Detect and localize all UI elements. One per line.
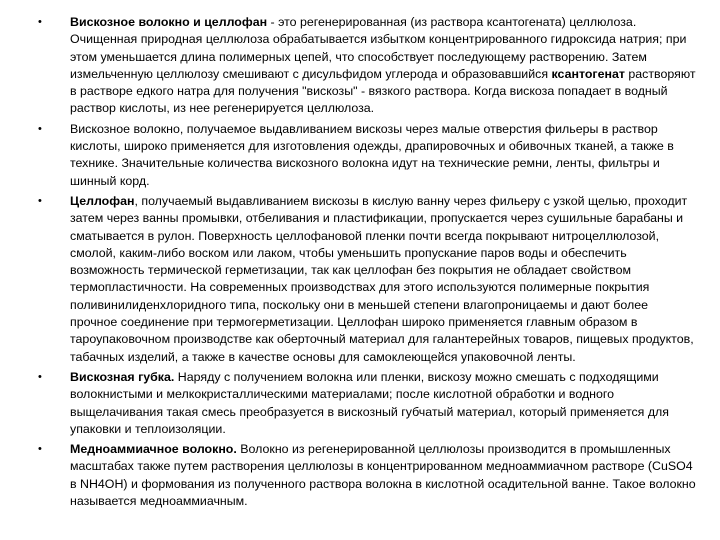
- body-text: , получаемый выдавливанием вискозы в кислую ванну через фильеру с узкой щелью, проходит затем через ванны промывки, отбеливания и пластификации, пропускается через сушильные барабаны и сматывается в рулон. Поверхность целлофановой пленки почти всегда покрывают нитроцеллюлозой, смолой, каким-либо воском или лаком, чтобы уменьшить пропускание паров воды и обеспечить возможность термической герметизации, так как целлофан без покрытия не обладает свойством термопластичности. На современных производствах для этого используются полимерные покрытия поливинилиденхлоридного типа, поскольку они в меньшей степени влагопроницаемы и дают более прочное соединение при термогерметизации. Целлофан широко применяется главным образом в тароупаковочном производстве как оберточный материал для галантерейных товаров, пищевых продуктов, табачных изделий, а также в качестве основы для самоклеющейся упаковочной ленты.: [70, 193, 694, 364]
- bold-term: Целлофан: [70, 193, 135, 208]
- bold-term: Вискозная губка.: [70, 369, 175, 384]
- bullet-list: [38, 14, 698, 513]
- bullet-icon: •: [38, 370, 42, 383]
- bullet-item-cuprammonium-fiber: [38, 441, 698, 510]
- body-text: - это регенерированная (из раствора ксантогената) целлюлоза. Очищенная природная целлюлоза обрабатывается избытком концентрированного гидроксида натрия; при этом уменьшается длина полимерных цепей, что способствует последующему растворению. Затем измельченную целлюлозу смешивают с дисульфидом углерода и образовавшийся: [70, 15, 687, 81]
- body-text: растворяют в растворе едкого натра для получения "вискозы" - вязкого раствора. Когда вискоза попадает в водный раствор кислоты, из нее регенерируется целлюлоза.: [70, 66, 696, 116]
- bullet-item-viscose-cellophane: [38, 14, 698, 118]
- bold-term: ксантогенат: [551, 66, 625, 81]
- bullet-item-viscose-sponge: [38, 369, 698, 438]
- bold-term: Медноаммиачное волокно.: [70, 442, 237, 457]
- bullet-icon: •: [38, 16, 42, 28]
- bold-term: Вискозное волокно и целлофан: [70, 15, 268, 29]
- bullet-icon: •: [38, 194, 42, 207]
- bullet-icon: •: [38, 443, 42, 456]
- bullet-icon: •: [38, 122, 42, 135]
- bullet-item-viscose-fiber: [38, 121, 698, 190]
- body-text: Наряду с получением волокна или пленки, вискозу можно смешать с подходящими волокнистыми и мелкокристаллическими материалами; после кислотной обработки и водного выщелачивания такая смесь преобразуется в вискозный губчатый материал, который применяется для упаковки и теплоизоляции.: [70, 369, 669, 436]
- body-text: Волокно из регенерированной целлюлозы производится в промышленных масштабах также путем растворения целлюлозы в концентрированном медноаммиачном растворе (CuSO4 в NH4OH) и формования из полученного раствора волокна в кислотной осадительной ванне. Такое волокно называется медноаммиачным.: [70, 442, 696, 509]
- body-text: Вискозное волокно, получаемое выдавливанием вискозы через малые отверстия фильеры в раствор кислоты, широко применяется для изготовления одежды, драпировочных и обивочных тканей, а также в технике. Значительные количества вискозного волокна идут на технические ремни, ленты, фильтры и шинный корд.: [70, 121, 674, 188]
- bullet-item-cellophane: [38, 193, 698, 366]
